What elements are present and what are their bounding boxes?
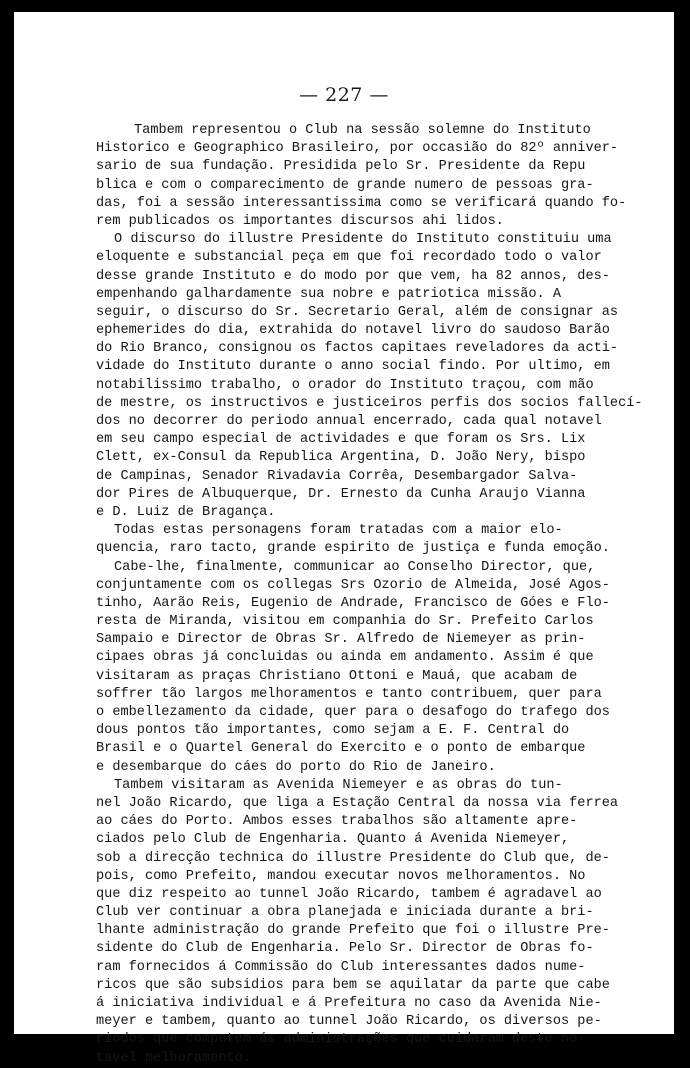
text-line: visitaram as praças Christiano Ottoni e Mauá, que acabam de (96, 668, 578, 684)
text-line: rem publicados os importantes discursos ahi lidos. (96, 213, 504, 229)
text-line: sidente do Club de Engenharia. Pelo Sr. Director de Obras fo- (96, 941, 594, 957)
text-line: Clett, ex-Consul da Republica Argentina, D. João Nery, bispo (96, 450, 586, 466)
text-line: Sampaio e Director de Obras Sr. Alfredo de Niemeyer as prin- (96, 632, 586, 648)
text-line: das, foi a sessão interessantissima como se verificará quando fo- (96, 195, 627, 211)
text-line: riodos que competem ás administrações que cuidaram deste no- (96, 1032, 586, 1048)
page-number: — 227 — (299, 84, 389, 106)
text-line: á iniciativa individual e á Prefeitura no caso da Avenida Nie- (96, 996, 602, 1011)
text-line: sob a direcção technica do illustre Presidente do Club que, de- (96, 850, 610, 866)
text-line: ram fornecidos á Commissão do Club interessantes dados nume- (96, 959, 586, 975)
paragraph (96, 522, 610, 558)
body-text (96, 122, 643, 1068)
text-line: Tambem visitaram as Avenida Niemeyer e as obras do tun- (114, 777, 563, 793)
text-line: resta de Miranda, visitou em companhia do Sr. Prefeito Carlos (96, 614, 594, 630)
text-line: ao cáes do Porto. Ambos esses trabalhos são altamente apre- (96, 814, 578, 830)
text-line: de Campinas, Senador Rivadavia Corrêa, Desembargador Salva- (96, 468, 578, 484)
text-line: dor Pires de Albuquerque, Dr. Ernesto da Cunha Araujo Vianna (96, 486, 586, 502)
text-line: O discurso do illustre Presidente do Instituto constituiu uma (114, 232, 612, 248)
text-line: tavel melhoramento. (96, 1050, 251, 1066)
text-line: quencia, raro tacto, grande espirito de justiça e funda emoção. (96, 541, 610, 557)
text-line: o embellezamento da cidade, quer para o desafogo do trafego dos (96, 705, 610, 720)
text-line: ephemerides do dia, extrahida do notavel livro do saudoso Barão (96, 323, 610, 339)
text-line: do Rio Branco, consignou os factos capitaes reveladores da acti- (96, 341, 619, 357)
text-line: notabilissimo trabalho, o orador do Instituto traçou, com mão (96, 377, 594, 393)
text-line: de mestre, os instructivos e justiceiros perfis dos socios fallecí- (96, 395, 643, 411)
paragraph (96, 122, 627, 231)
text-line: empenhando galhardamente sua nobre e patriotica missão. A (96, 286, 561, 302)
text-line: soffrer tão largos melhoramentos e tanto contribuem, quer para (96, 686, 602, 702)
paragraph (96, 777, 619, 1068)
text-line: pois, como Prefeito, mandou executar novos melhoramentos. No (96, 868, 586, 884)
text-line: Todas estas personagens foram tratadas com a maior elo- (114, 523, 563, 539)
text-line: Brasil e o Quartel General do Exercito e o ponto de embarque (96, 741, 586, 757)
text-line: e D. Luiz de Bragança. (96, 504, 276, 520)
text-line: lhante administração do grande Prefeito que foi o illustre Pre- (96, 923, 610, 939)
paragraph (96, 559, 610, 777)
text-line: Cabe-lhe, finalmente, communicar ao Conselho Director, que, (114, 559, 596, 575)
paragraph (96, 231, 643, 522)
text-line: dos no decorrer do periodo annual encerrado, cada qual notavel (96, 414, 602, 429)
text-line: blica e com o comparecimento de grande numero de pessoas gra- (96, 177, 594, 193)
text-line: vidade do Instituto durante o anno social findo. Por ultimo, em (96, 359, 610, 375)
text-line: meyer e tambem, quanto ao tunnel João Ricardo, os diversos pe- (96, 1014, 602, 1030)
text-line: em seu campo especial de actividades e que foram os Srs. Lix (96, 432, 586, 448)
text-line: nel João Ricardo, que liga a Estação Central da nossa via ferrea (96, 795, 619, 811)
text-line: tinho, Aarão Reis, Eugenio de Andrade, Francisco de Góes e Flo- (96, 595, 610, 611)
text-line: dous pontos tão importantes, como sejam a E. F. Central do (96, 723, 570, 739)
text-line: Tambem representou o Club na sessão solemne do Instituto (134, 123, 591, 138)
text-line: sario de sua fundação. Presidida pelo Sr. Presidente da Repu (96, 159, 586, 175)
text-line: desse grande Instituto e do modo por que vem, ha 82 annos, des- (96, 268, 610, 284)
text-line: conjuntamente com os collegas Srs Ozorio de Almeida, José Agos- (96, 577, 610, 593)
text-line: Club ver continuar a obra planejada e iniciada durante a bri- (96, 905, 594, 921)
book-page (14, 12, 674, 1066)
text-line: ciados pelo Club de Engenharia. Quanto á Avenida Niemeyer, (96, 832, 570, 848)
text-line: cipaes obras já concluidas ou ainda em andamento. Assim é que (96, 650, 594, 666)
text-line: eloquente e substancial peça em que foi recordado todo o valor (96, 250, 602, 266)
text-line: e desembarque do cáes do porto do Rio de Janeiro. (96, 759, 496, 775)
text-line: ricos que são subsidios para bem se aquilatar da parte que cabe (96, 977, 610, 993)
text-line: que diz respeito ao tunnel João Ricardo, tambem é agradavel ao (96, 886, 602, 902)
text-line: seguir, o discurso do Sr. Secretario Geral, além de consignar as (96, 304, 619, 320)
text-line: Historico e Geographico Brasileiro, por occasião do 82º anniver- (96, 141, 619, 157)
